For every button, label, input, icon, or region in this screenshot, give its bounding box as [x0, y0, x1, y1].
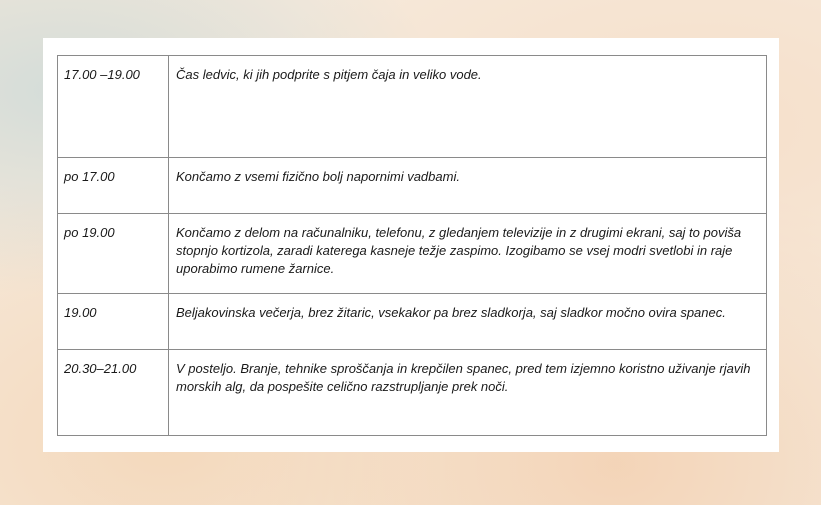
table-row [58, 158, 767, 214]
description-cell: Čas ledvic, ki jih podprite s pitjem čaja in veliko vode. [169, 56, 767, 158]
time-cell: po 19.00 [58, 214, 169, 294]
description-cell: V posteljo. Branje, tehnike sproščanja in krepčilen spanec, pred tem izjemno koristno uživanje rjavih morskih alg, da pospešite celično razstrupljanje prek noči. [169, 350, 767, 436]
table-row [58, 214, 767, 294]
description-cell: Beljakovinska večerja, brez žitaric, vsekakor pa brez sladkorja, saj sladkor močno ovira spanec. [169, 294, 767, 350]
document-page [43, 38, 779, 452]
time-cell: 20.30–21.00 [58, 350, 169, 436]
time-cell: 19.00 [58, 294, 169, 350]
table-row [58, 350, 767, 436]
table-row [58, 56, 767, 158]
table-row [58, 294, 767, 350]
evening-schedule-table [57, 55, 767, 436]
time-cell: po 17.00 [58, 158, 169, 214]
description-cell: Končamo z vsemi fizično bolj napornimi vadbami. [169, 158, 767, 214]
description-cell: Končamo z delom na računalniku, telefonu, z gledanjem televizije in z drugimi ekrani, saj to poviša stopnjo kortizola, zaradi katerega kasneje težje zaspimo. Izogibamo se vsej modri svetlobi in raje uporabimo rumene žarnice. [169, 214, 767, 294]
time-cell: 17.00 –19.00 [58, 56, 169, 158]
